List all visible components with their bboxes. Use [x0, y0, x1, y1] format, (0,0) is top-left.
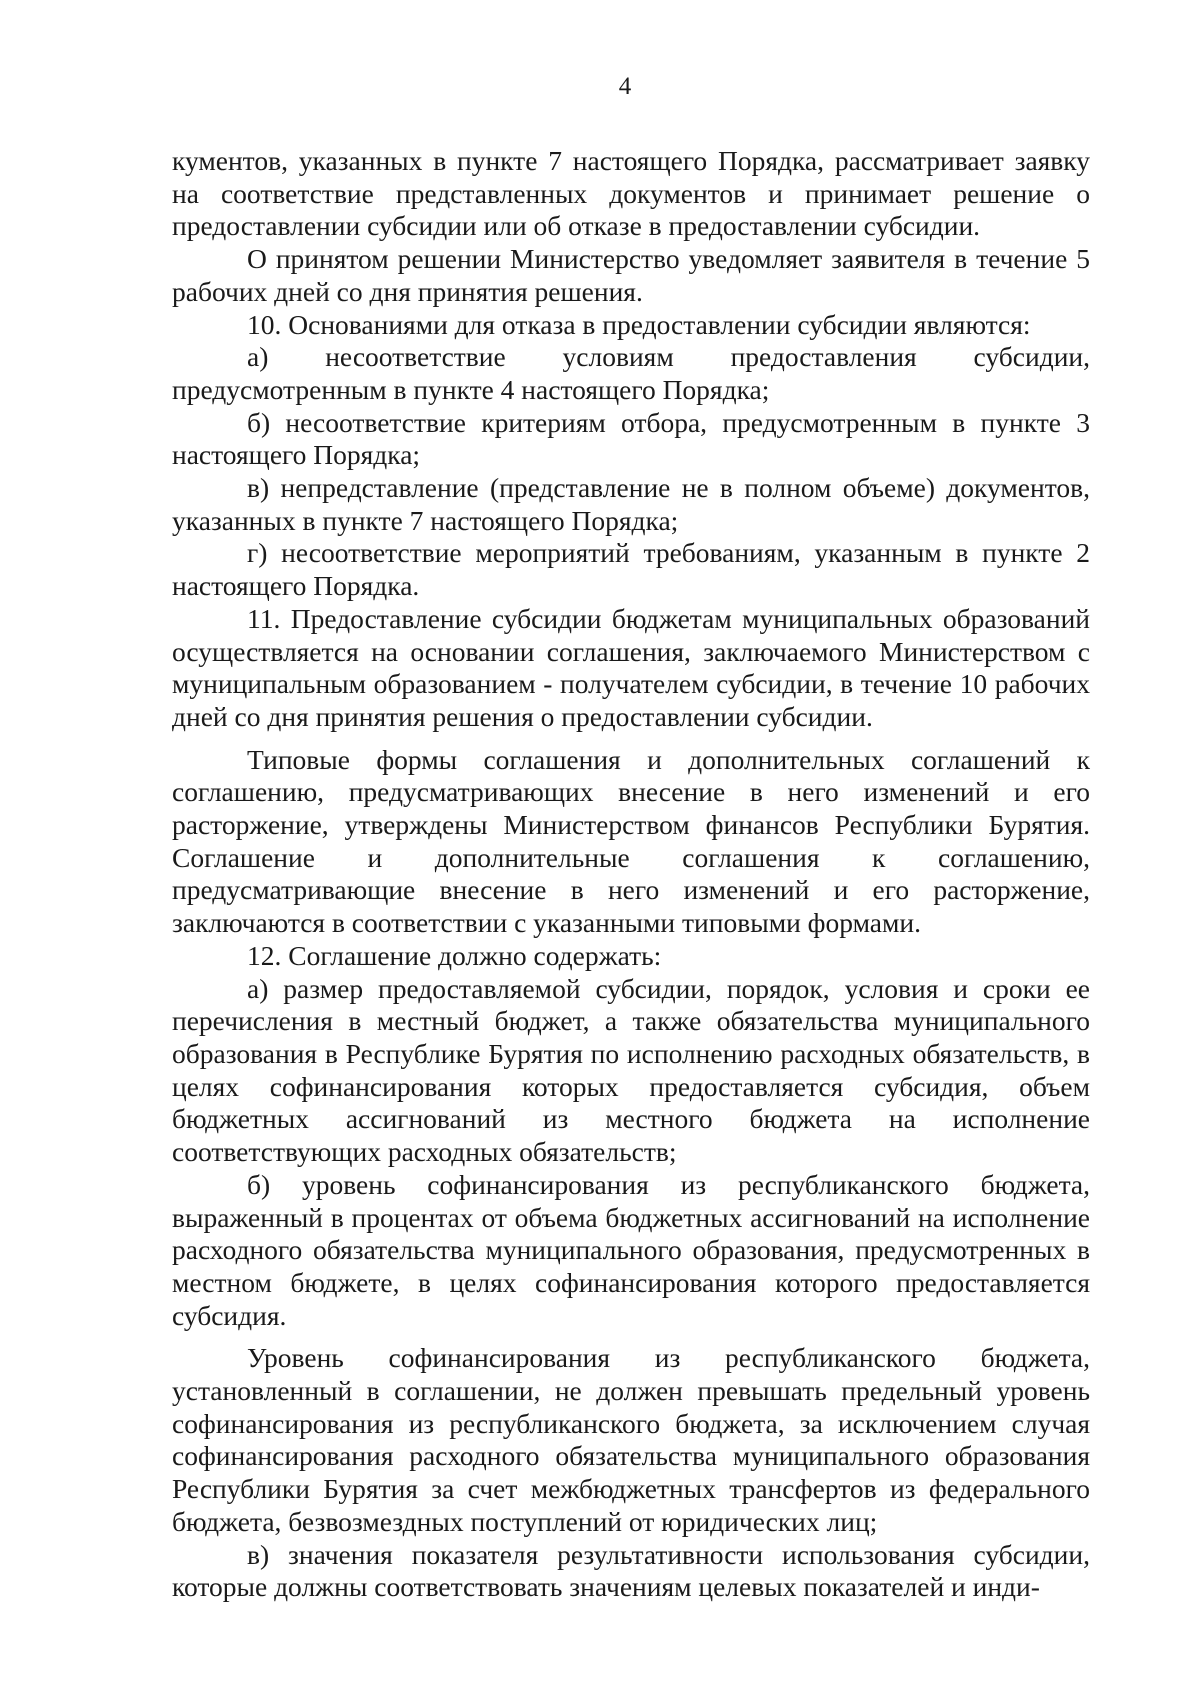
paragraph: а) размер предоставляемой субсидии, порядок, условия и сроки ее перечисления в местный бюджет, а также обязательства муниципального образования в Республике Бурятия по исполнению расходных обязательств, в целях софинансирования которых предоставляется субсидия, объем бюджетных ассигнований из местного бюджета на исполнение соответствующих расходных обязательств; — [172, 972, 1090, 1168]
paragraph: кументов, указанных в пункте 7 настоящего Порядка, рассматривает заявку на соответствие представленных документов и принимает решение о предоставлении субсидии или об отказе в предоставлении субсидии. — [172, 145, 1090, 242]
paragraph: б) несоответствие критериям отбора, предусмотренным в пункте 3 настоящего Порядка; — [172, 406, 1090, 471]
document-body — [172, 145, 1090, 1604]
paragraph: 12. Соглашение должно содержать: — [247, 939, 662, 971]
paragraph: а) несоответствие условиям предоставления субсидии, предусмотренным в пункте 4 настоящего Порядка; — [172, 341, 1090, 405]
paragraph: в) непредставление (представление не в полном объеме) документов, указанных в пункте 7 настоящего Порядка; — [172, 472, 1090, 536]
page-number: 4 — [618, 73, 632, 100]
paragraph: б) уровень софинансирования из республиканского бюджета, выраженный в процентах от объема бюджетных ассигнований на исполнение расходного обязательства муниципального образования, предусмотренных в местном бюджете, в целях софинансирования которого предоставляется субсидия. — [172, 1168, 1090, 1331]
paragraph: 11. Предоставление субсидии бюджетам муниципальных образований осуществляется на основании соглашения, заключаемого Министерством с муниципальным образованием - получателем субсидии, в течение 10 рабочих дней со дня принятия решения о предоставлении субсидии. — [172, 602, 1090, 732]
paragraph: 10. Основаниями для отказа в предоставлении субсидии являются: — [247, 308, 1031, 340]
paragraph: Уровень софинансирования из республиканского бюджета, установленный в соглашении, не должен превышать предельный уровень софинансирования из республиканского бюджета, за исключением случая софинансирования расходного обязательства муниципального образования Республики Бурятия за счет межбюджетных трансфертов из федерального бюджета, безвозмездных поступлений от юридических лиц; — [172, 1342, 1090, 1537]
paragraph: Типовые формы соглашения и дополнительных соглашений к соглашению, предусматривающих внесение в него изменений и его расторжение, утверждены Министерством финансов Республики Бурятия. Соглашение и дополнительные соглашения к соглашению, предусматривающие внесение в него изменений и его расторжение, заключаются в соответствии с указанными типовыми формами. — [172, 743, 1090, 939]
paragraph: в) значения показателя результативности использования субсидии, которые должны соответствовать значениям целевых показателей и инди- — [172, 1538, 1090, 1603]
paragraph: О принятом решении Министерство уведомляет заявителя в течение 5 рабочих дней со дня принятия решения. — [172, 243, 1090, 307]
paragraph: г) несоответствие мероприятий требованиям, указанным в пункте 2 настоящего Порядка. — [172, 537, 1090, 602]
